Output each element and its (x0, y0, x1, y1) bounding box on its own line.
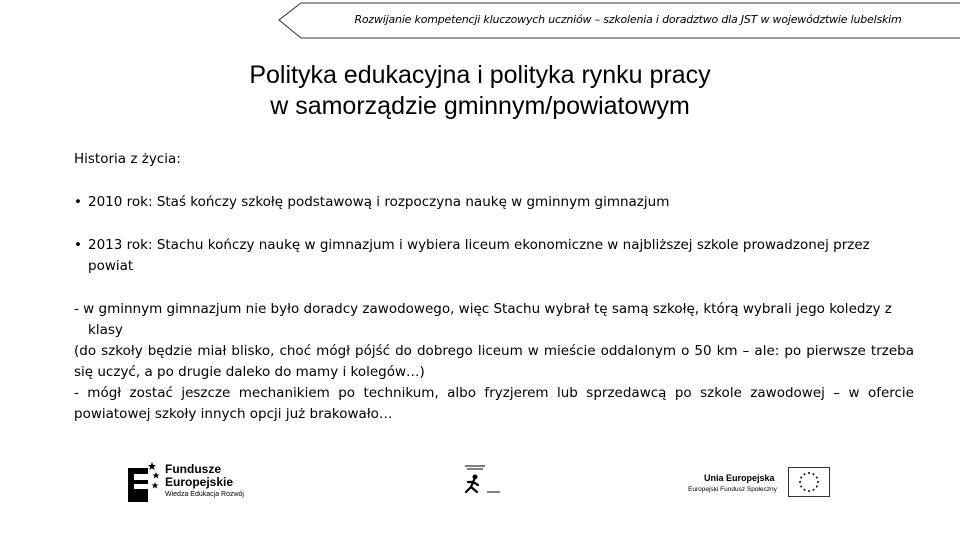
bullet-item (74, 235, 914, 277)
eu-star-icon (800, 486, 802, 488)
eu-star-icon (799, 481, 801, 483)
dash-item: - w gminnym gimnazjum nie było doradcy zawodowego, więc Stachu wybrał tę samą szkołę, którą wybrali jego koledzy z klasy (74, 301, 892, 338)
eu-star-icon (813, 473, 815, 475)
eu-star-icon (816, 486, 818, 488)
title-line-2: w samorządzie gminnym/powiatowym (270, 92, 690, 120)
last-item: - mógł zostać jeszcze mechanikiem po technikum, albo fryzjerem lub sprzedawcą po szkole zawodowej – w ofercie powiatowej szkoły innych opcji już brakowało… (74, 385, 914, 422)
bullet-text: 2013 rok: Stachu kończy naukę w gimnazjum i wybiera liceum ekonomiczne w najbliższej szkole prowadzonej przez powiat (88, 237, 870, 274)
eu-star-icon (804, 473, 806, 475)
paren-note: (do szkoły będzie miał blisko, choć mógł pójść do dobrego liceum w mieście oddalonym o 50 km – ale: po pierwsze trzeba się uczyć, a po drugie daleko do mamy i kolegów…) (74, 343, 914, 380)
ue-line-1: Unia Europejska (704, 473, 775, 483)
eu-star-icon (808, 472, 810, 474)
eu-star-icon (808, 490, 810, 492)
page-title (130, 60, 830, 122)
eu-star-icon (813, 489, 815, 491)
fe-star-mark-icon (128, 460, 160, 504)
fe-line-3: Wiedza Edukacja Rozwój (165, 491, 244, 498)
content-body (74, 149, 914, 425)
bullet-item (74, 192, 914, 213)
eu-star-icon (816, 477, 818, 479)
banner-text: Rozwijanie kompetencji kluczowych uczniów – szkolenia i doradztwo dla JST w województwie lubelskim (354, 13, 902, 26)
eu-star-icon (800, 477, 802, 479)
header-banner (278, 2, 960, 39)
title-line-1: Polityka edukacyjna i polityka rynku pracy (249, 61, 711, 89)
eu-flag-icon (788, 467, 830, 497)
bullet-text: 2010 rok: Staś kończy szkołę podstawową i rozpoczyna naukę w gminnym gimnazjum (88, 194, 670, 210)
bullet-dot: • (74, 194, 82, 210)
intro-text: Historia z życia: (74, 151, 181, 167)
fe-line-2: Europejskie (165, 475, 234, 489)
eu-star-icon (804, 489, 806, 491)
bullet-dot: • (74, 237, 82, 253)
ue-line-2: Europejski Fundusz Społeczny (688, 486, 777, 493)
partner-logo (455, 462, 515, 498)
running-figure-icon (455, 462, 515, 498)
unia-europejska-logo (686, 464, 836, 500)
fe-line-1: Fundusze (165, 462, 221, 476)
eu-star-icon (817, 481, 819, 483)
fundusze-europejskie-logo (128, 458, 268, 508)
